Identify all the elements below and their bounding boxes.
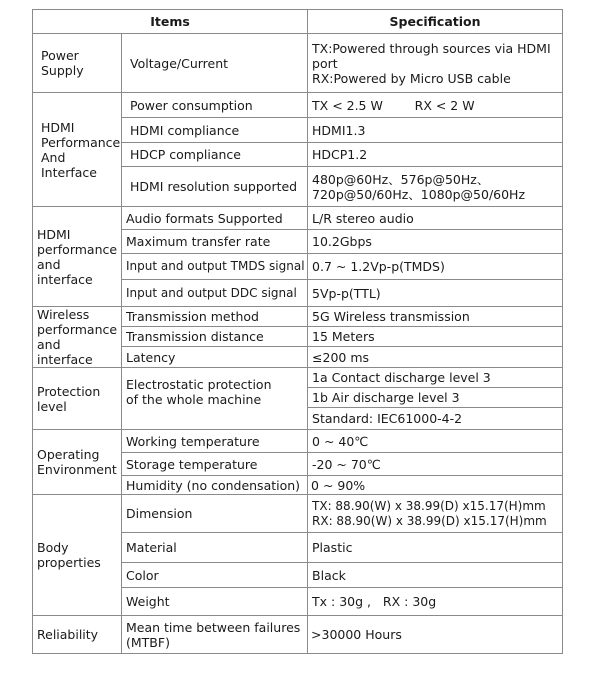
header-row (33, 10, 563, 34)
value-hdmi-resolution: 480p@60Hz、576p@50Hz、 720p@50/60Hz、1080p@50/60Hz (308, 167, 563, 207)
category-wireless: Wireless performance and interface (33, 307, 122, 368)
specification-table (32, 9, 563, 654)
value-voltage-current: TX:Powered through sources via HDMI port RX:Powered by Micro USB cable (308, 34, 563, 93)
table-row (33, 430, 563, 453)
value-audio-formats: L/R stereo audio (308, 207, 563, 230)
value-latency: ≤200 ms (308, 347, 563, 368)
label-color: Color (122, 563, 308, 588)
category-protection: Protection level (33, 368, 122, 430)
table-row (33, 307, 563, 327)
value-standard: Standard: IEC61000-4-2 (308, 408, 563, 430)
label-material: Material (122, 533, 308, 563)
label-weight: Weight (122, 588, 308, 616)
table-row (33, 616, 563, 654)
value-mtbf: >30000 Hours (308, 616, 563, 654)
label-tmds-signal: Input and output TMDS signal (122, 254, 308, 280)
label-power-consumption: Power consumption (122, 93, 308, 118)
value-storage-temperature: -20 ~ 70℃ (308, 453, 563, 476)
value-contact-discharge: 1a Contact discharge level 3 (308, 368, 563, 388)
value-air-discharge: 1b Air discharge level 3 (308, 388, 563, 408)
value-working-temperature: 0 ~ 40℃ (308, 430, 563, 453)
category-operating-environment: Operating Environment (33, 430, 122, 495)
value-tmds-signal: 0.7 ~ 1.2Vp-p(TMDS) (308, 254, 563, 280)
label-electrostatic-protection: Electrostatic protection of the whole machine (122, 368, 308, 430)
label-humidity: Humidity (no condensation) (122, 476, 308, 495)
category-power-supply: Power Supply (33, 34, 122, 93)
table-row (33, 93, 563, 118)
value-humidity: 0 ~ 90% (308, 476, 563, 495)
header-items: Items (33, 10, 308, 34)
label-hdcp-compliance: HDCP compliance (122, 143, 308, 167)
table-row (33, 368, 563, 388)
table-row (33, 207, 563, 230)
label-transmission-distance: Transmission distance (122, 327, 308, 347)
category-hdmi-performance: HDMI Performance And Interface (33, 93, 122, 207)
header-specification: Specification (308, 10, 563, 34)
label-hdmi-resolution: HDMI resolution supported (122, 167, 308, 207)
category-hdmi-interface: HDMI performance and interface (33, 207, 122, 307)
value-color: Black (308, 563, 563, 588)
label-voltage-current: Voltage/Current (122, 34, 308, 93)
value-weight: Tx : 30g , RX : 30g (308, 588, 563, 616)
label-transfer-rate: Maximum transfer rate (122, 230, 308, 254)
label-transmission-method: Transmission method (122, 307, 308, 327)
value-power-consumption: TX < 2.5 W RX < 2 W (308, 93, 563, 118)
value-transmission-distance: 15 Meters (308, 327, 563, 347)
label-latency: Latency (122, 347, 308, 368)
label-dimension: Dimension (122, 495, 308, 533)
label-hdmi-compliance: HDMI compliance (122, 118, 308, 143)
value-ddc-signal: 5Vp-p(TTL) (308, 280, 563, 307)
value-dimension: TX: 88.90(W) x 38.99(D) x15.17(H)mm RX: 88.90(W) x 38.99(D) x15.17(H)mm (308, 495, 563, 533)
table-row (33, 34, 563, 93)
value-transmission-method: 5G Wireless transmission (308, 307, 563, 327)
label-storage-temperature: Storage temperature (122, 453, 308, 476)
label-ddc-signal: Input and output DDC signal (122, 280, 308, 307)
label-audio-formats: Audio formats Supported (122, 207, 308, 230)
value-hdcp-compliance: HDCP1.2 (308, 143, 563, 167)
value-hdmi-compliance: HDMI1.3 (308, 118, 563, 143)
category-body-properties: Body properties (33, 495, 122, 616)
label-working-temperature: Working temperature (122, 430, 308, 453)
value-transfer-rate: 10.2Gbps (308, 230, 563, 254)
table-row (33, 495, 563, 533)
label-mtbf: Mean time between failures (MTBF) (122, 616, 308, 654)
category-reliability: Reliability (33, 616, 122, 654)
value-material: Plastic (308, 533, 563, 563)
